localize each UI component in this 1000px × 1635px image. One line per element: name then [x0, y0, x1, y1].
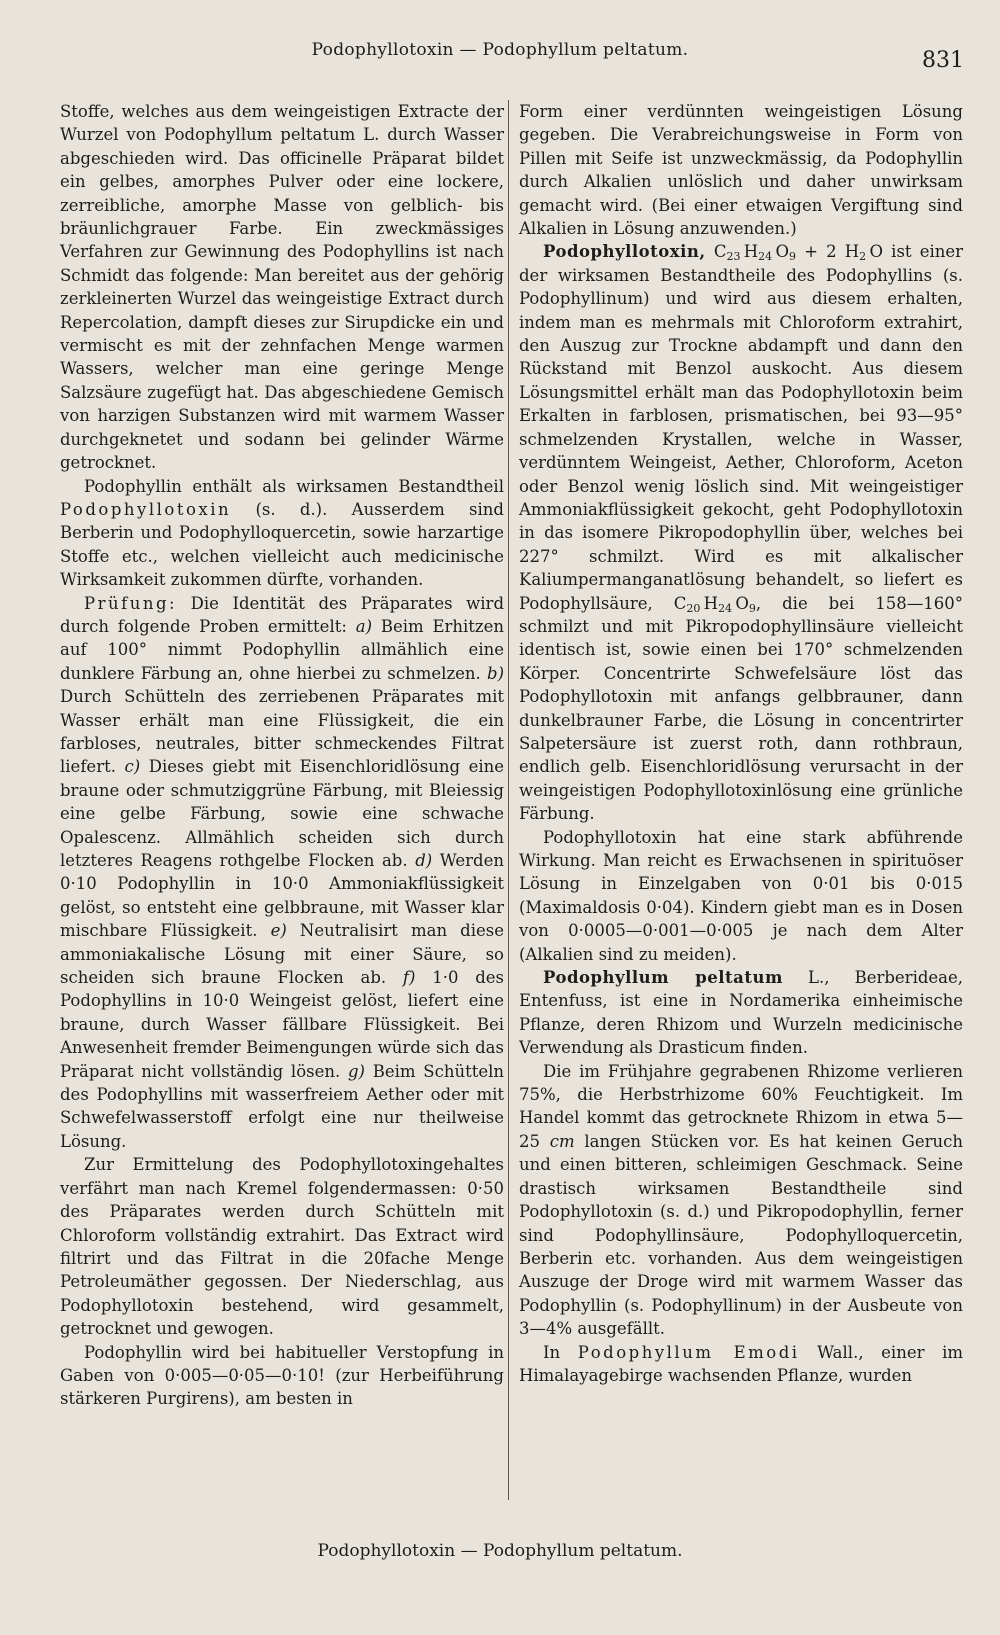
paragraph: Zur Ermittelung des Podophyllotoxingehaltes verfährt man nach Kremel folgendermassen: 0·50 des Präparates werden durch Schütteln mit Chloroform vollständig extrahirt. Das Extract wird filtrirt und das Filtrat in die 20fache Menge Petroleumäther gegossen. Der Niederschlag, aus Podophyllotoxin bestehend, wird gesammelt, getrocknet und gewogen.	[60, 1155, 504, 1339]
running-foot: Podophyllotoxin — Podophyllum peltatum.	[317, 1541, 683, 1561]
running-head: Podophyllotoxin — Podophyllum peltatum.	[311, 40, 689, 60]
page-number: 831	[922, 48, 964, 73]
entry-heading: Podophyllotoxin,	[543, 242, 706, 262]
paragraph: Stoffe, welches aus dem weingeistigen Extracte der Wurzel von Podophyllum peltatum L. durch Wasser abgeschieden wird. Das officinelle Präparat bildet ein gelbes, amorphes Pulver oder eine lockere, zerreibliche, amorphe Masse von gelblich- bis bräunlichgrauer Farbe. Ein zweckmässiges Verfahren zur Gewinnung des Podophyllins ist nach Schmidt das folgende: Man bereitet aus der gehörig zerkleinerten Wurzel das weingeistige Extract durch Repercolation, dampft dieses zur Sirupdicke ein und vermischt es mit der zehnfachen Menge warmen Wassers, welcher man eine geringe Menge Salzsäure zugefügt hat. Das abgeschiedene Gemisch von harzigen Substanzen wird mit warmem Wasser durchgeknetet und sodann bei gelinder Wärme getrocknet.	[60, 102, 504, 473]
paragraph: Podophyllotoxin hat eine stark abführende Wirkung. Man reicht es Erwachsenen in spirituöser Lösung in Einzelgaben von 0·01 bis 0·015 (Maximaldosis 0·04). Kindern giebt man es in Dosen von 0·0005—0·001—0·005 je nach dem Alter (Alkalien sind zu meiden).	[519, 827, 963, 964]
left-column	[60, 100, 504, 1411]
paragraph: Podophyllotoxin, $C_{23}$ $H_{24}$ $O_9 + 2$ $H_2$ O ist einer der wirksamen Bestandtheile des Podophyllins (s. Podophyllinum) und wird aus diesem erhalten, indem man es mehrmals mit Chloroform extrahirt, den Auszug zur Trockne abdampft und dann den Rückstand mit Benzol auskocht. Aus diesem Lösungsmittel erhält man das Podophyllotoxin beim Erkalten in farblosen, prismatischen, bei 93—95° schmelzenden Krystallen, welche in Wasser, verdünntem Weingeist, Aether, Chloroform, Aceton oder Benzol wenig löslich sind. Mit weingeistiger Ammoniakflüssigkeit gekocht, geht Podophyllotoxin in das isomere Pikropodophyllin über, welches bei 227° schmilzt. Wird es mit alkalischer Kaliumpermanganatlösung behandelt, so liefert es Podophyllsäure, $C_{20}$ $H_{24}$ $O_9$, die bei 158—160° schmilzt und mit Pikropodophyllinsäure vielleicht identisch ist, sowie einen bei 170° schmelzenden Körper. Concentrirte Schwefelsäure löst das Podophyllotoxin mit anfangs gelbbrauner, dann dunkelbrauner Farbe, die Lösung in concentrirter Salpetersäure ist zuerst roth, dann rothbraun, endlich gelb. Eisenchloridlösung verursacht in der weingeistigen Podophyllotoxinlösung eine grünliche Färbung.	[519, 242, 964, 824]
column-divider	[508, 100, 509, 1500]
right-column	[519, 100, 963, 1387]
paragraph: In Podophyllum Emodi Wall., einer im Himalayagebirge wachsenden Pflanze, wurden	[519, 1342, 964, 1385]
paragraph: Podophyllum peltatum L., Berberideae, Entenfuss, ist eine in Nordamerika einheimische Pflanze, deren Rhizom und Wurzeln medicinische Verwendung als Drasticum finden.	[519, 968, 964, 1058]
paragraph: Podophyllin enthält als wirksamen Bestandtheil Podophyllotoxin (s. d.). Ausserdem sind Berberin und Podophylloquercetin, sowie harzartige Stoffe etc., welchen vielleicht auch medicinische Wirksamkeit zukommen dürfte, vorhanden.	[60, 476, 504, 590]
entry-heading: Podophyllum peltatum	[543, 968, 783, 988]
paragraph: Prüfung: Die Identität des Präparates wird durch folgende Proben ermittelt: a) Beim Erhitzen auf 100° nimmt Podophyllin allmählich eine dunklere Färbung an, ohne hierbei zu schmelzen. b) Durch Schütteln des zerriebenen Präparates mit Wasser erhält man eine Flüssigkeit, die ein farbloses, neutrales, bitter schmeckendes Filtrat liefert. c) Dieses giebt mit Eisenchloridlösung eine braune oder schmutziggrüne Färbung, mit Bleiessig eine gelbe Färbung, sowie eine schwache Opalescenz. Allmählich scheiden sich durch letzteres Reagens rothgelbe Flocken ab. d) Werden 0·10 Podophyllin in 10·0 Ammoniakflüssigkeit gelöst, so entsteht eine gelbbraune, mit Wasser klar mischbare Flüssigkeit. e) Neutralisirt man diese ammoniakalische Lösung mit einer Säure, so scheiden sich braune Flocken ab. f) 1·0 des Podophyllins in 10·0 Weingeist gelöst, liefert eine braune, durch Wasser fällbare Flüssigkeit. Bei Anwesenheit fremder Beimengungen würde sich das Präparat nicht vollständig lösen. g) Beim Schütteln des Podophyllins mit wasserfreiem Aether oder mit Schwefelwasserstoff erfolgt eine nur theilweise Lösung.	[60, 593, 505, 1151]
spaced-term: Podophyllum Emodi	[577, 1342, 800, 1362]
chemical-formula: $C_{20}$ $H_{24}$ $O_9$	[673, 593, 756, 615]
paragraph: Die im Frühjahre gegrabenen Rhizome verlieren 75%, die Herbstrhizome 60% Feuchtigkeit. Im Handel kommt das getrocknete Rhizom in etwa 5—25 cm langen Stücken vor. Es hat keinen Geruch und einen bitteren, schleimigen Geschmack. Seine drastisch wirksamen Bestandtheile sind Podophyllotoxin (s. d.) und Pikropodophyllin, ferner sind Podophyllinsäure, Podophylloquercetin, Berberin etc. vorhanden. Aus dem weingeistigen Auszuge der Droge wird mit warmem Wasser das Podophyllin (s. Podophyllinum) in der Ausbeute von 3—4% ausgefällt.	[519, 1061, 964, 1339]
chemical-formula: $C_{23}$ $H_{24}$ $O_9 + 2$ $H_2$ O	[713, 242, 883, 264]
paragraph: Form einer verdünnten weingeistigen Lösung gegeben. Die Verabreichungsweise in Form von Pillen mit Seife ist unzweckmässig, da Podophyllin durch Alkalien unlöslich und daher unwirksam gemacht wird. (Bei einer etwaigen Vergiftung sind Alkalien in Lösung anzuwenden.)	[519, 102, 963, 239]
paragraph: Podophyllin wird bei habitueller Verstopfung in Gaben von 0·005—0·05—0·10! (zur Herbeiführung stärkeren Purgirens), am besten in	[60, 1342, 504, 1409]
spaced-term: Podophyllotoxin	[60, 499, 232, 519]
spaced-term: Prüfung:	[84, 593, 178, 613]
